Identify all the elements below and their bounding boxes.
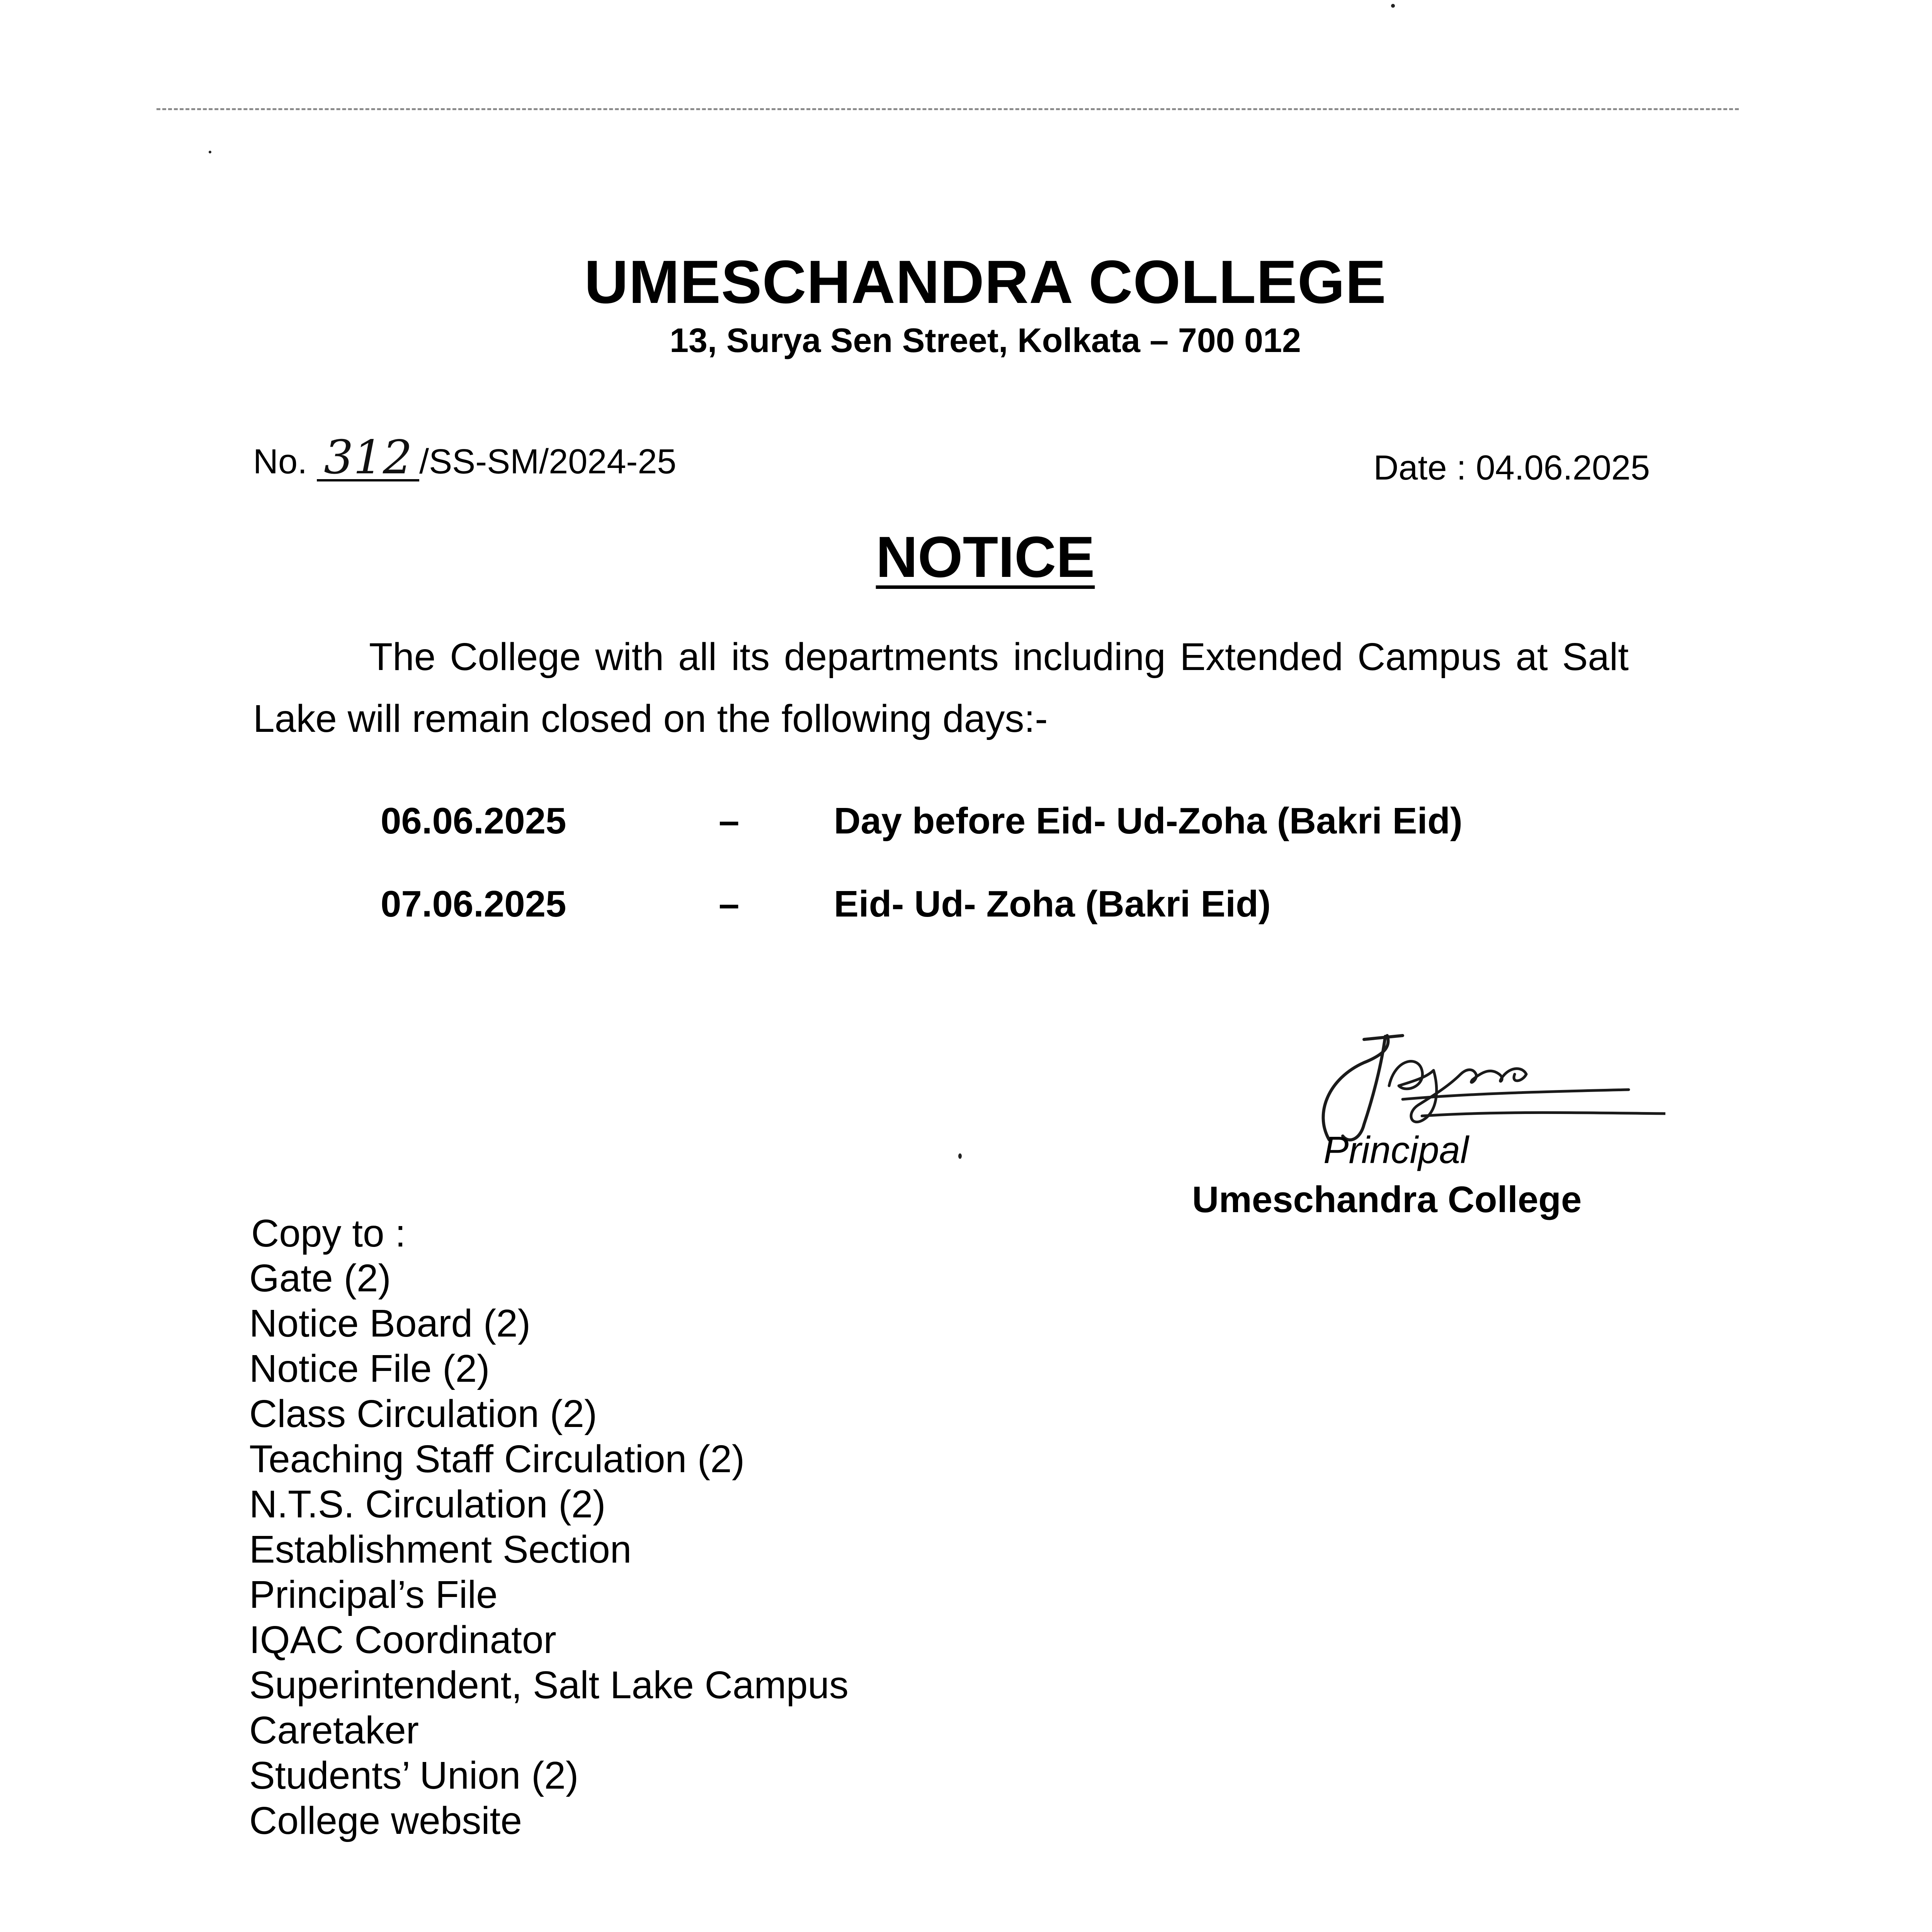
copy-recipient: IQAC Coordinator <box>249 1618 556 1662</box>
copy-recipient: Caretaker <box>249 1709 419 1752</box>
holiday-dash: – <box>719 800 740 842</box>
copy-recipient: College website <box>249 1799 522 1842</box>
reference-number <box>253 431 677 485</box>
copy-recipient: Teaching Staff Circulation (2) <box>249 1437 745 1481</box>
copy-recipient: Gate (2) <box>249 1257 391 1300</box>
top-rule-line <box>156 108 1739 110</box>
scan-speck <box>958 1153 962 1159</box>
scan-speck <box>209 151 211 153</box>
copy-recipient: Principal’s File <box>249 1573 498 1616</box>
copy-recipient: Notice File (2) <box>249 1347 490 1390</box>
copy-recipient: Notice Board (2) <box>249 1302 531 1345</box>
holiday-row <box>381 800 1694 883</box>
holiday-date: 07.06.2025 <box>381 883 566 925</box>
college-name: UMESCHANDRA COLLEGE <box>584 248 1386 316</box>
notice-body: The College with all its departments including Extended Campus at Salt Lake will remain closed on the following days:- <box>253 635 1629 740</box>
holiday-dash: – <box>719 883 740 925</box>
signatory-title: Principal <box>1323 1129 1469 1171</box>
handwritten-reference-number: 312 <box>317 437 419 481</box>
holiday-occasion: Day before Eid- Ud-Zoha (Bakri Eid) <box>834 800 1463 842</box>
scan-speck <box>1391 4 1395 8</box>
copy-to-heading: Copy to : <box>251 1212 406 1255</box>
notice-title-text: NOTICE <box>876 524 1095 589</box>
reference-suffix: /SS-SM/2024-25 <box>419 442 677 481</box>
holiday-date: 06.06.2025 <box>381 800 566 842</box>
notice-title <box>0 524 1932 590</box>
copy-recipient: N.T.S. Circulation (2) <box>249 1483 606 1526</box>
signatory-institution: Umeschandra College <box>1192 1179 1582 1220</box>
holiday-row <box>381 883 1694 966</box>
copy-recipient: Superintendent, Salt Lake Campus <box>249 1663 849 1707</box>
copy-to-list <box>249 1256 849 1844</box>
reference-prefix: No. <box>253 442 308 481</box>
copy-recipient: Students’ Union (2) <box>249 1754 579 1797</box>
holiday-list <box>381 800 1694 966</box>
college-address: 13, Surya Sen Street, Kolkata – 700 012 <box>670 321 1301 359</box>
copy-recipient: Establishment Section <box>249 1528 632 1571</box>
copy-recipient: Class Circulation (2) <box>249 1392 597 1435</box>
holiday-occasion: Eid- Ud- Zoha (Bakri Eid) <box>834 883 1271 925</box>
notice-date: Date : 04.06.2025 <box>1373 449 1650 487</box>
